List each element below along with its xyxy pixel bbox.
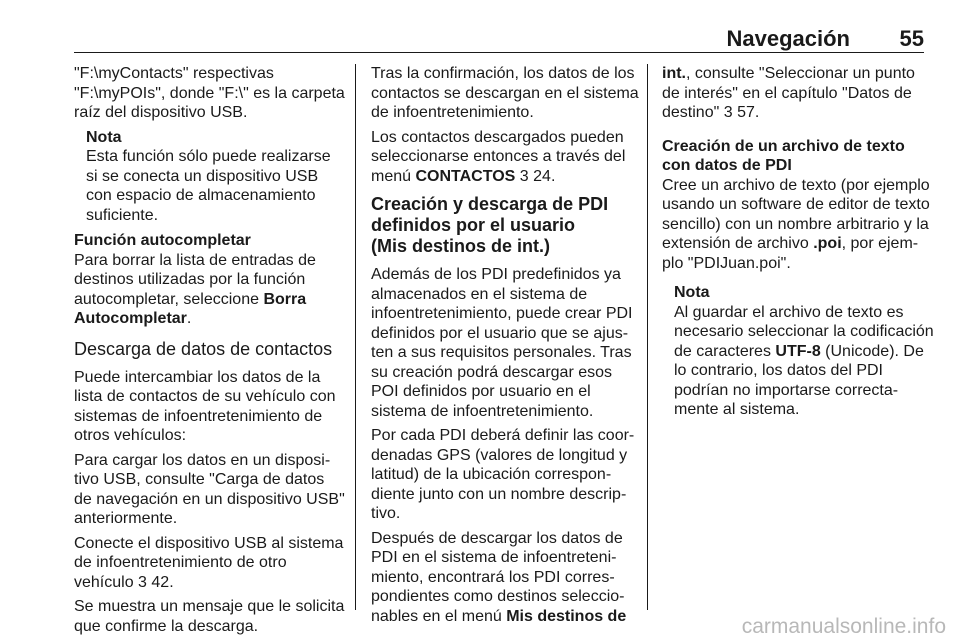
paragraph: Además de los PDI predefinidos ya almacenados en el sistema de infoentretenimiento, puede crear PDI definidos por el usuario que se ajusten a sus requisitos personales. Tras su creación podrá descargar esos POI definidos por usuario en el sistema de infoentretenimiento. xyxy=(371,266,633,420)
column-divider-1 xyxy=(355,64,356,610)
page-reference-arrow-icon: 3 xyxy=(519,167,529,185)
paragraph xyxy=(662,176,934,274)
menu-name: CONTACTOS xyxy=(415,167,516,185)
text: Conecte el dispositivo USB al sistema de infoentretenimiento de otro vehículo xyxy=(74,534,344,591)
watermark: carmanualsonline.info xyxy=(741,614,946,638)
heading-line: (Mis destinos de int.) xyxy=(371,236,551,256)
paragraph: "F:\myContacts" respectivas "F:\myPOIs", donde "F:\" es la carpeta raíz del dispositivo USB. xyxy=(74,65,345,121)
column-divider-2 xyxy=(647,64,648,610)
text: Los contactos descargados pueden seleccionarse entonces a través del menú xyxy=(371,128,626,185)
page-reference-arrow-icon: 3 xyxy=(138,573,147,591)
menu-name: int. xyxy=(662,65,686,82)
page-ref: 24. xyxy=(533,167,556,185)
page-ref: 57. xyxy=(737,104,760,121)
subheading-autocomplete: Función autocompletar xyxy=(74,232,251,249)
column-1 xyxy=(74,64,346,641)
note-label: Nota xyxy=(86,128,122,146)
menu-option: Borra Autocompletar xyxy=(74,290,307,327)
text: , consulte "Seleccionar un punto de interés" en el capítulo "Datos de destino" xyxy=(662,65,915,121)
note-text: (Unicode). De lo contrario, los datos del PDI podrían no importarse correctamente al sistema. xyxy=(674,342,924,418)
text: , por ejemplo "PDIJuan.poi". xyxy=(662,235,919,272)
paragraph xyxy=(662,64,934,123)
paragraph: Se muestra un mensaje que le solicita que confirme la descarga. xyxy=(74,598,345,635)
heading-line: definidos por el usuario xyxy=(371,215,576,235)
page-header xyxy=(74,26,924,53)
text: Para borrar la lista de entradas de destinos utilizadas por la función autocompletar, seleccione xyxy=(74,251,316,308)
paragraph: Tras la confirmación, los datos de los contactos se descargan en el sistema de infoentretenimiento. xyxy=(371,65,639,121)
paragraph: Puede intercambiar los datos de la lista de contactos de su vehículo con sistemas de infoentretenimiento de otros vehículos: xyxy=(74,368,336,444)
page-reference-arrow-icon: 3 xyxy=(723,104,733,121)
heading-poi-creation xyxy=(371,194,643,257)
paragraph: Para cargar los datos en un dispositivo USB, consulte "Carga de datos de navegación en un dispositivo USB" anteriormente. xyxy=(74,451,345,527)
note-text: Al guardar el archivo de texto es necesario seleccionar la codificación de caracteres xyxy=(674,303,934,360)
page-ref: 42. xyxy=(151,573,174,591)
paragraph xyxy=(371,128,643,187)
menu-name: Mis destinos de xyxy=(506,607,627,625)
paragraph: Por cada PDI deberá definir las coordenadas GPS (valores de longitud y latitud) de la ubicación correspondiente junto con un nombre descriptivo. xyxy=(371,427,635,522)
column-2 xyxy=(371,64,643,631)
page-number: 55 xyxy=(899,26,924,51)
file-extension: .poi xyxy=(813,235,842,252)
section-title: Navegación xyxy=(726,26,850,51)
note-label: Nota xyxy=(674,284,710,301)
text: Después de descargar los datos de PDI en el sistema de infoentretenimiento, encontrará los PDI correspondientes como destinos seleccionables en el menú xyxy=(371,529,625,625)
paragraph xyxy=(74,251,346,329)
encoding-name: UTF-8 xyxy=(775,342,821,360)
text: Cree un archivo de texto (por ejemplo usando un software de editor de texto sencillo) con un nombre arbitrario y la extensión de archivo xyxy=(662,176,930,252)
note-box xyxy=(674,283,934,420)
note-text: Esta función sólo puede realizarse si se conecta un dispositivo USB con espacio de almacenamiento suficiente. xyxy=(86,148,331,224)
heading-line: Creación y descarga de PDI xyxy=(371,194,609,214)
note-box xyxy=(86,128,346,226)
text: . xyxy=(186,310,192,327)
column-3 xyxy=(662,64,934,425)
subheading-poi-textfile: Creación de un archivo de texto con datos de PDI xyxy=(662,137,905,174)
heading-contacts-download: Descarga de datos de contactos xyxy=(74,338,333,359)
paragraph xyxy=(74,534,346,593)
paragraph xyxy=(371,529,643,627)
